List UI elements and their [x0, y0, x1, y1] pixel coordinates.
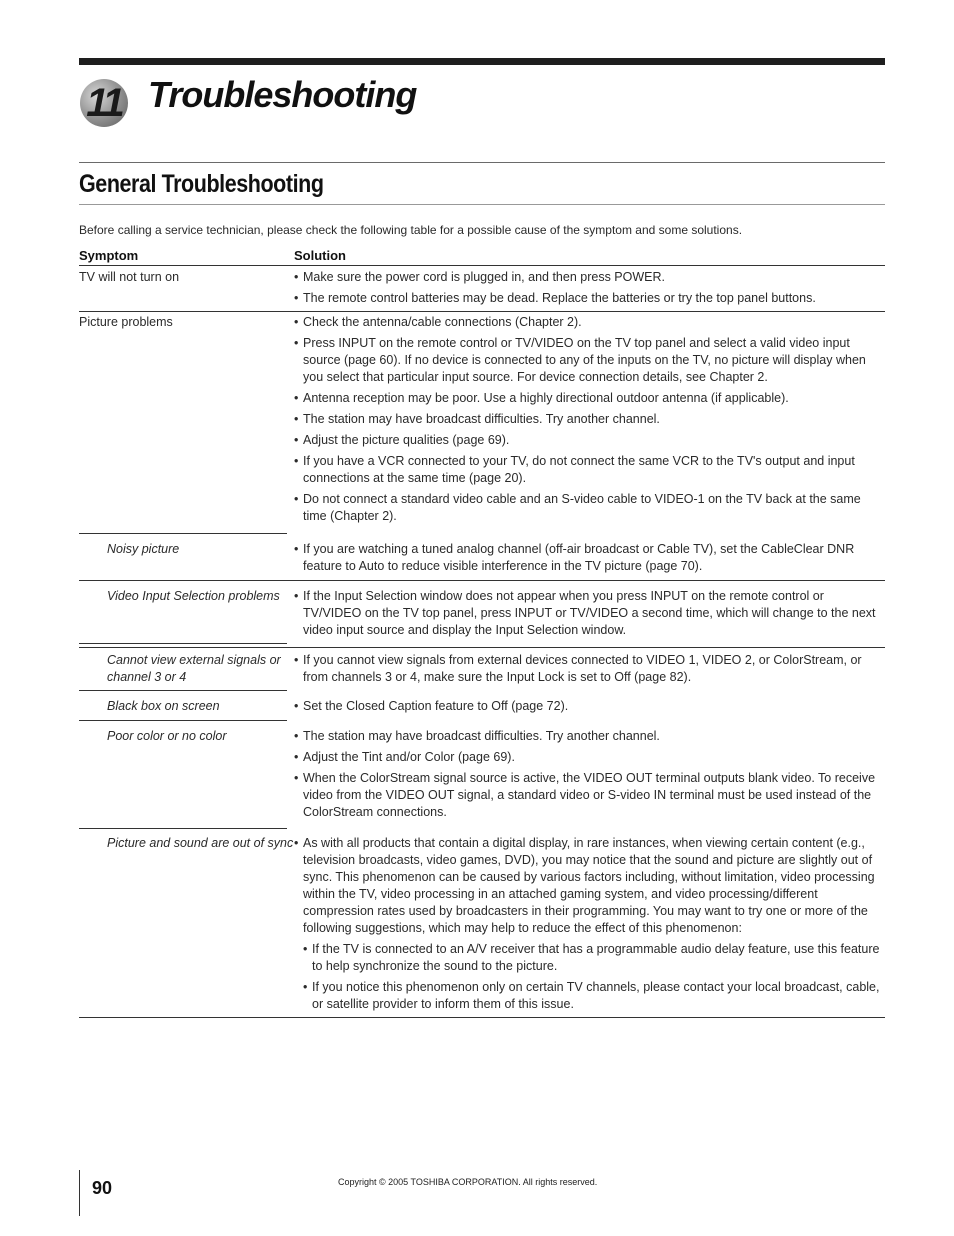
symptom-cell: TV will not turn on	[79, 270, 180, 284]
solution-cell	[294, 835, 884, 1017]
solution-cell	[294, 728, 884, 825]
solution-item: • If you cannot view signals from external devices connected to VIDEO 1, VIDEO 2, or ColorStream, or from channels 3 or 4, make sure the Input Lock is set to Off (page 82).	[294, 652, 884, 686]
chapter-number: 11	[86, 81, 122, 125]
copyright-notice: Copyright © 2005 TOSHIBA CORPORATION. All rights reserved.	[338, 1177, 598, 1187]
solution-item: • The remote control batteries may be dead. Replace the batteries or try the top panel buttons.	[294, 290, 884, 307]
symptom-cell: Picture and sound are out of sync	[107, 836, 294, 850]
solution-cell	[294, 588, 884, 643]
symptom-header: Symptom	[79, 248, 139, 263]
solution-cell	[294, 652, 884, 690]
solution-item: • As with all products that contain a digital display, in rare instances, when viewing certain content (e.g., television broadcasts, video games, DVD), you may notice that the sound and picture are slightly out of sync. This phenomenon can be caused by various factors including, without limitation, video processing within the TV, video processing in an attached gaming system, and video processing/different compression rates used by broadcasters in their programming. You may want to try one or more of the following suggestions, which may help to reduce the effect of this phenomenon:	[294, 835, 884, 937]
chapter-title: Troubleshooting	[148, 74, 417, 115]
solution-item: • When the ColorStream signal source is active, the VIDEO OUT terminal outputs blank video. To receive video from the VIDEO OUT signal, a standard video or S-video IN terminal must be used instead of the ColorStream connections.	[294, 770, 884, 821]
row-divider	[79, 647, 885, 648]
symptom-cell: Poor color or no color	[107, 729, 227, 743]
solution-item: • Press INPUT on the remote control or TV/VIDEO on the TV top panel and select a valid video input source (page 60). If no device is connected to any of the inputs on the TV, no picture will display when you select that particular input source. For device connection details, see Chapter 2.	[294, 335, 884, 386]
row-divider	[79, 828, 287, 829]
chapter-top-bar	[79, 58, 885, 65]
row-divider	[79, 643, 287, 644]
solution-item: • The station may have broadcast difficulties. Try another channel.	[294, 728, 884, 745]
chapter-number-badge	[80, 79, 128, 127]
solution-item: • Antenna reception may be poor. Use a highly directional outdoor antenna (if applicable).	[294, 390, 884, 407]
solution-item: • If you are watching a tuned analog channel (off-air broadcast or Cable TV), set the CableClear DNR feature to Auto to reduce visible interference in the TV picture (page 70).	[294, 541, 884, 575]
section-title: General Troubleshooting	[79, 170, 324, 198]
sub-solution-item: • If you notice this phenomenon only on certain TV channels, please contact your local broadcast, cable, or satellite provider to inform them of this issue.	[303, 979, 884, 1013]
solution-item: • If you have a VCR connected to your TV, do not connect the same VCR to the TV's output and input connections at the same time (page 20).	[294, 453, 884, 487]
row-divider	[79, 690, 287, 691]
solution-item: • If the Input Selection window does not appear when you press INPUT on the remote control or TV/VIDEO on the TV top panel, press INPUT or TV/VIDEO a second time, which will change to the next video input source and display the Input Selection window.	[294, 588, 884, 639]
solution-cell	[294, 269, 884, 311]
solution-item: • Set the Closed Caption feature to Off (page 72).	[294, 698, 884, 715]
solution-item: • Do not connect a standard video cable and an S-video cable to VIDEO-1 on the TV back at the same time (Chapter 2).	[294, 491, 884, 525]
solution-item: • Adjust the picture qualities (page 69).	[294, 432, 884, 449]
row-divider	[79, 720, 287, 721]
solution-item: • The station may have broadcast difficulties. Try another channel.	[294, 411, 884, 428]
section-rule-top	[79, 162, 885, 163]
page-number-bar	[79, 1170, 80, 1216]
symptom-cell: Noisy picture	[107, 542, 180, 556]
row-divider	[79, 533, 287, 534]
row-divider	[79, 580, 885, 581]
solution-item: • Adjust the Tint and/or Color (page 69).	[294, 749, 884, 766]
solution-item: • Make sure the power cord is plugged in, and then press POWER.	[294, 269, 884, 286]
symptom-cell: Video Input Selection problems	[107, 589, 280, 603]
row-divider	[79, 311, 885, 312]
page-number: 90	[92, 1178, 113, 1198]
symptom-cell: Picture problems	[79, 315, 173, 329]
solution-header: Solution	[294, 248, 346, 263]
section-rule-bottom	[79, 204, 885, 205]
header-rule	[79, 265, 885, 266]
sub-solution-item: • If the TV is connected to an A/V receiver that has a programmable audio delay feature, use this feature to help synchronize the sound to the picture.	[303, 941, 884, 975]
table-bottom-rule	[79, 1017, 885, 1018]
solution-cell	[294, 541, 884, 579]
symptom-cell: Black box on screen	[107, 699, 220, 713]
symptom-cell: Cannot view external signals or channel 3 or 4	[107, 653, 281, 684]
solution-item: • Check the antenna/cable connections (Chapter 2).	[294, 314, 884, 331]
solution-cell	[294, 314, 884, 529]
solution-cell	[294, 698, 884, 719]
intro-text: Before calling a service technician, please check the following table for a possible cause of the symptom and some solutions.	[79, 223, 743, 237]
